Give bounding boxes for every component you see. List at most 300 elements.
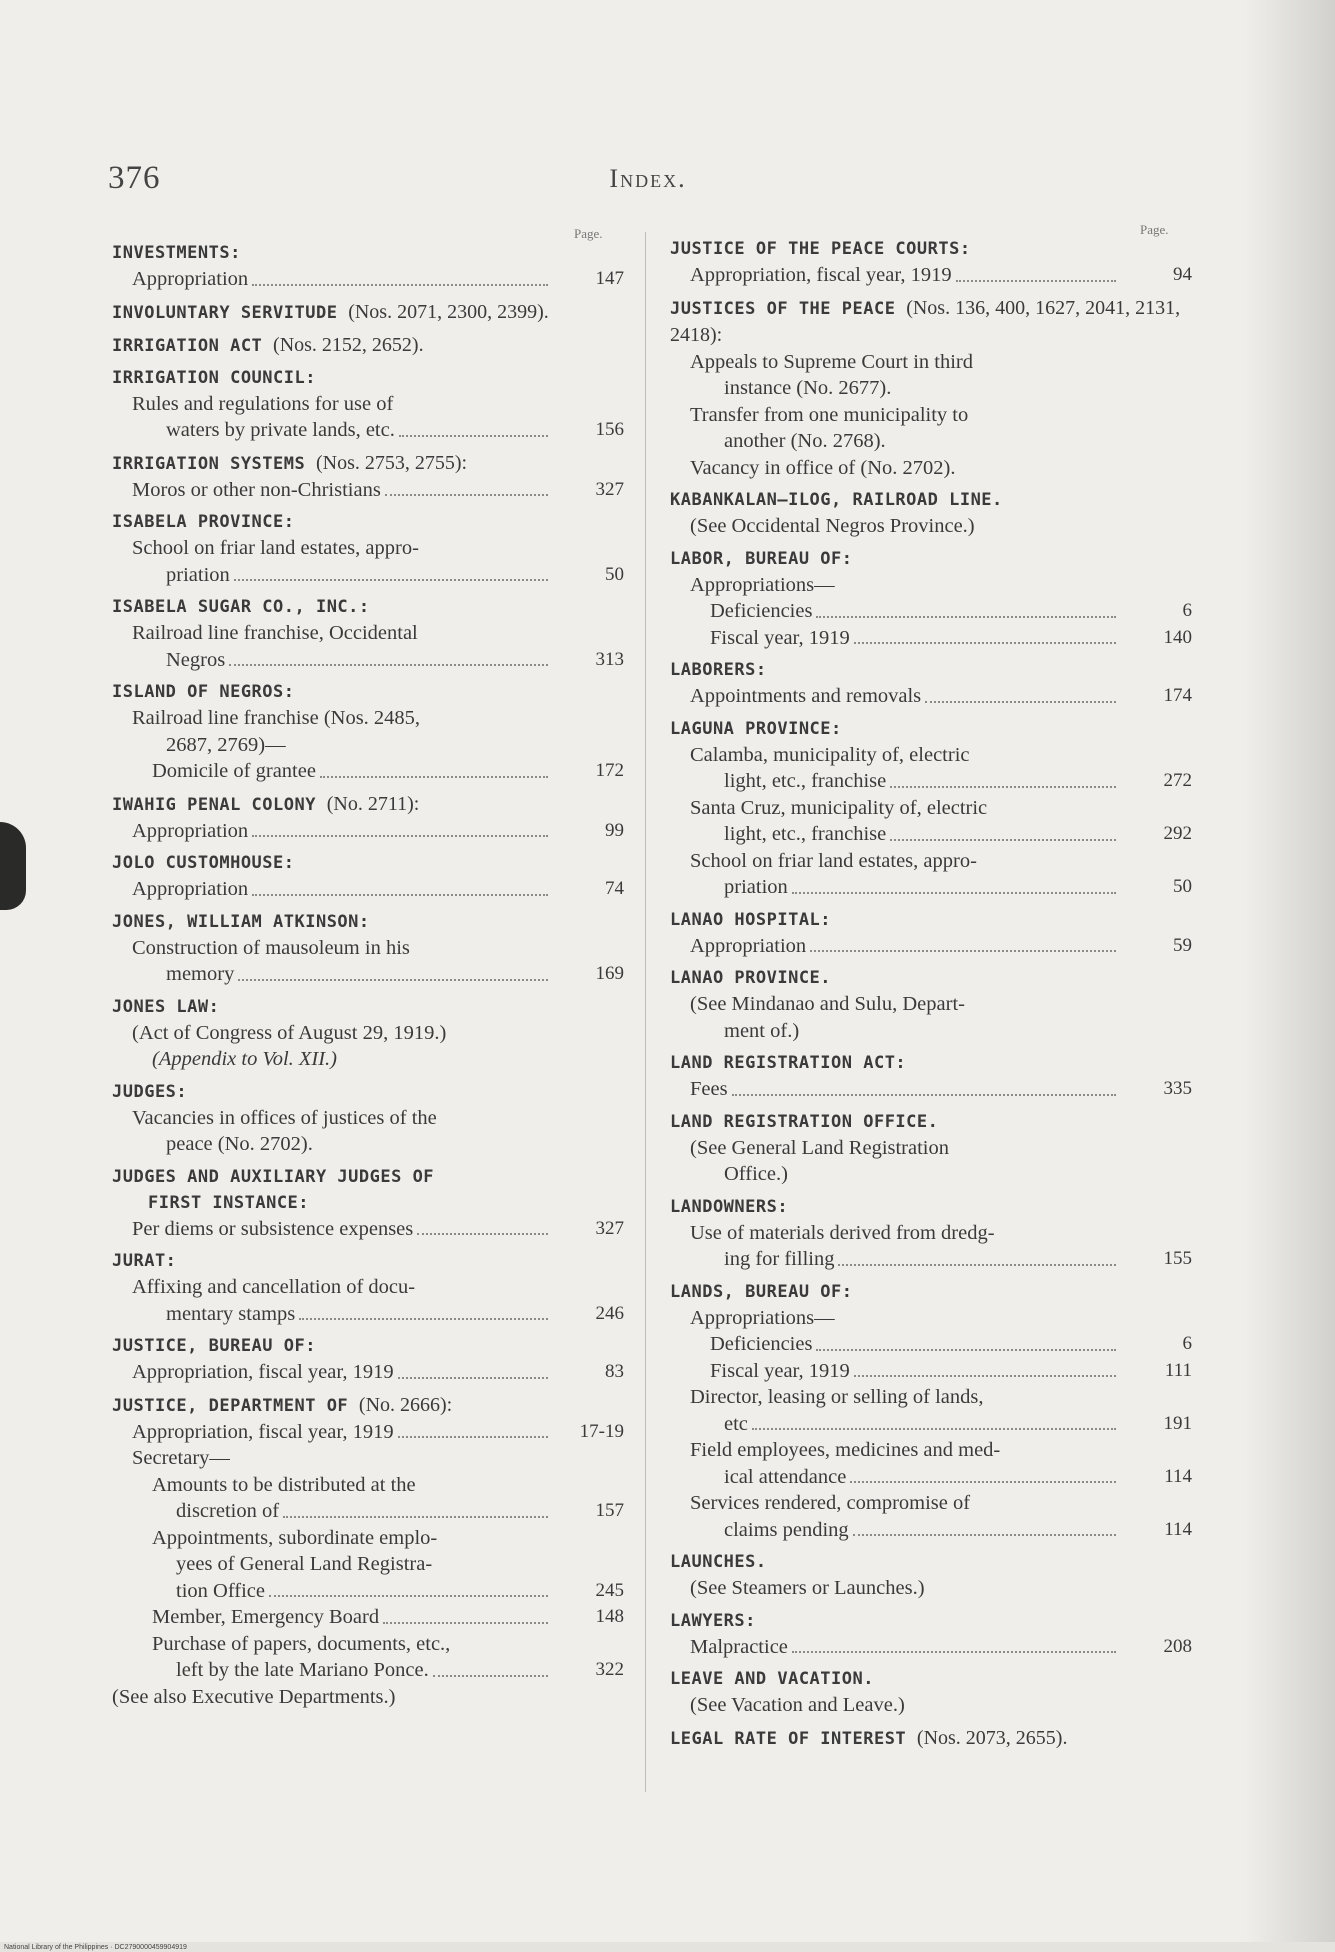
entry-heading-text: JUDGES: — [112, 1081, 188, 1102]
entry-heading — [670, 1279, 1192, 1305]
entry-line — [112, 1301, 624, 1328]
dot-leader — [816, 1349, 1116, 1351]
entry-line-text: Deficiencies — [710, 600, 813, 622]
page-reference: 99 — [605, 819, 624, 841]
entry-line — [112, 1684, 624, 1711]
dot-leader — [320, 776, 548, 778]
index-entry — [112, 299, 624, 326]
entry-heading-text: JUSTICES OF THE PEACE — [670, 298, 896, 319]
index-entry — [670, 295, 1192, 482]
dot-leader — [417, 1233, 548, 1235]
entry-heading-note: (Nos. 2073, 2655). — [916, 1726, 1068, 1749]
entry-heading — [670, 907, 1192, 933]
entry-line-text: ical attendance — [724, 1465, 847, 1488]
entry-heading — [112, 850, 624, 876]
entry-line-text: Affixing and cancellation of docu- — [132, 1276, 416, 1298]
entry-heading — [670, 1050, 1192, 1076]
entry-line — [112, 1131, 624, 1158]
index-entry — [112, 509, 624, 588]
entry-line — [670, 1076, 1192, 1103]
column-divider — [645, 232, 646, 1792]
page-reference: 111 — [1164, 1359, 1192, 1381]
entry-heading — [670, 295, 1192, 349]
entry-heading — [112, 1079, 624, 1105]
entry-line — [670, 821, 1192, 848]
entry-line — [670, 991, 1192, 1018]
dot-leader — [269, 1595, 548, 1597]
entry-line — [112, 477, 624, 504]
entry-line — [670, 428, 1192, 455]
entry-heading-text: LEGAL RATE OF INTEREST — [670, 1728, 907, 1749]
entry-heading — [112, 450, 624, 477]
entry-line — [112, 961, 624, 988]
entry-line — [670, 455, 1192, 482]
entry-heading-note: (Nos. 2152, 2652). — [273, 333, 424, 356]
entry-heading — [670, 487, 1192, 513]
entry-line — [112, 1445, 624, 1472]
dot-leader — [854, 1375, 1116, 1377]
dot-leader — [299, 1318, 548, 1320]
page-reference: 50 — [605, 563, 624, 585]
index-entry — [112, 850, 624, 903]
page-reference: 335 — [1163, 1078, 1192, 1099]
entry-line-text: Secretary— — [132, 1447, 230, 1469]
entry-line — [670, 1358, 1192, 1385]
index-entry — [112, 450, 624, 504]
entry-heading — [670, 1549, 1192, 1575]
page-reference: 272 — [1163, 770, 1192, 791]
index-entry — [670, 1279, 1192, 1544]
dot-leader — [732, 1094, 1116, 1096]
entry-line — [112, 1359, 624, 1386]
entry-heading — [112, 240, 624, 266]
binding-mark — [0, 822, 26, 910]
entry-line — [112, 1657, 624, 1684]
entry-line — [670, 1246, 1192, 1273]
entry-heading — [112, 679, 624, 705]
entry-heading-text: JUDGES AND AUXILIARY JUDGES OF — [112, 1166, 435, 1187]
entry-line-text: Director, leasing or selling of lands, — [690, 1386, 984, 1408]
entry-heading — [670, 1194, 1192, 1220]
entry-heading-text: ISLAND OF NEGROS: — [112, 682, 295, 702]
index-entry — [670, 1194, 1192, 1273]
entry-line-text: discretion of — [176, 1500, 280, 1522]
entry-heading-text: IRRIGATION SYSTEMS — [112, 453, 306, 474]
page-header — [108, 160, 1188, 210]
entry-heading-note: (Nos. 2071, 2300, 2399). — [348, 300, 549, 323]
entry-line-text: peace (No. 2702). — [166, 1133, 313, 1155]
dot-leader — [854, 642, 1116, 644]
dot-leader — [383, 1622, 548, 1624]
index-entry — [112, 994, 624, 1073]
entry-line-text: light, etc., franchise — [724, 823, 887, 845]
page-reference: 94 — [1173, 264, 1192, 285]
page-edge-shadow — [1245, 0, 1335, 1952]
entry-line-text: Appropriation — [132, 819, 249, 842]
dot-leader — [229, 664, 548, 666]
entry-line-text: ment of.) — [724, 1019, 800, 1042]
index-column-left — [112, 240, 624, 1716]
entry-line — [112, 535, 624, 562]
entry-line-text: School on friar land estates, appro- — [690, 849, 977, 872]
index-entry — [670, 236, 1192, 289]
entry-line — [112, 1020, 624, 1047]
entry-line — [670, 402, 1192, 429]
page-reference: 140 — [1163, 626, 1192, 648]
entry-line — [670, 349, 1192, 376]
index-entry — [112, 594, 624, 673]
page-reference: 156 — [595, 419, 624, 440]
index-entry — [670, 1608, 1192, 1661]
page-reference: 147 — [595, 268, 624, 289]
entry-line-text: Appointments and removals — [690, 685, 922, 707]
entry-line — [670, 1135, 1192, 1162]
entry-heading-continued: FIRST INSTANCE: — [148, 1192, 310, 1213]
entry-line — [670, 1161, 1192, 1188]
page-reference: 114 — [1164, 1518, 1192, 1540]
entry-line — [112, 1419, 624, 1446]
entry-line — [670, 1692, 1192, 1719]
entry-line — [670, 1220, 1192, 1247]
entry-line — [112, 620, 624, 647]
page-reference: 17-19 — [579, 1420, 624, 1442]
entry-heading — [112, 909, 624, 935]
entry-heading-text: IRRIGATION COUNCIL: — [112, 367, 316, 388]
dot-leader — [816, 616, 1116, 618]
entry-line-text: (Appendix to Vol. XII.) — [152, 1048, 338, 1070]
entry-line — [670, 1464, 1192, 1491]
entry-line-text: Per diems or subsistence expenses — [132, 1217, 414, 1240]
entry-heading-text: JOLO CUSTOMHOUSE: — [112, 853, 295, 873]
entry-line-text: ing for filling — [724, 1248, 835, 1270]
entry-heading — [670, 1725, 1192, 1752]
index-entry — [112, 1164, 624, 1243]
page-reference: 59 — [1173, 934, 1192, 956]
entry-line — [112, 1551, 624, 1578]
entry-line-text: tion Office — [176, 1579, 265, 1602]
entry-line-text: (See Vacation and Leave.) — [690, 1694, 905, 1716]
entry-line-text: Field employees, medicines and med- — [690, 1439, 1001, 1461]
entry-line-text: (See also Executive Departments.) — [112, 1685, 396, 1708]
dot-leader — [890, 839, 1116, 841]
entry-line — [670, 683, 1192, 710]
entry-line — [112, 1604, 624, 1631]
entry-heading-text: JURAT: — [112, 1251, 177, 1271]
entry-heading-text: ISABELA SUGAR CO., INC.: — [112, 597, 370, 617]
entry-line-text: Santa Cruz, municipality of, electric — [690, 796, 988, 819]
entry-heading-text: JONES LAW: — [112, 996, 220, 1017]
entry-line — [670, 1411, 1192, 1438]
index-entry — [112, 240, 624, 293]
entry-heading — [670, 657, 1192, 683]
entry-line-text: instance (No. 2677). — [724, 377, 892, 399]
index-entry — [670, 657, 1192, 710]
entry-line-text: Appropriation, fiscal year, 1919 — [132, 1361, 394, 1383]
entry-heading-text: LAWYERS: — [670, 1610, 756, 1631]
entry-line-text: Appropriations— — [690, 573, 835, 596]
entry-line-text: Appropriation, fiscal year, 1919 — [132, 1420, 394, 1443]
entry-line-text: Appropriation, fiscal year, 1919 — [690, 264, 952, 286]
entry-line-text: left by the late Mariano Ponce. — [176, 1659, 429, 1681]
entry-line-text: Services rendered, compromise of — [690, 1492, 971, 1514]
index-entry — [112, 332, 624, 359]
entry-heading — [670, 1666, 1192, 1692]
page-reference: 322 — [595, 1659, 624, 1680]
entry-heading — [112, 994, 624, 1020]
entry-line-text: (Act of Congress of August 29, 1919.) — [132, 1021, 447, 1044]
entry-line — [112, 1046, 624, 1073]
entry-line — [670, 1437, 1192, 1464]
entry-line — [670, 262, 1192, 289]
index-entry — [112, 365, 624, 444]
page-reference: 292 — [1163, 823, 1192, 844]
entry-line-text: mentary stamps — [166, 1302, 296, 1325]
entry-line — [670, 572, 1192, 599]
entry-heading — [670, 965, 1192, 991]
page-reference: 172 — [595, 760, 624, 781]
entry-line — [670, 795, 1192, 822]
page-reference: 6 — [1182, 1333, 1192, 1354]
entry-line-text: Vacancy in office of (No. 2702). — [690, 456, 956, 479]
dot-leader — [956, 280, 1116, 282]
entry-line-text: (See General Land Registration — [690, 1136, 950, 1159]
page-reference: 74 — [605, 878, 624, 899]
entry-line — [112, 876, 624, 903]
entry-heading — [112, 1392, 624, 1419]
entry-line — [112, 732, 624, 759]
entry-heading — [112, 791, 624, 818]
entry-line — [112, 935, 624, 962]
entry-line-text: Appropriation — [132, 268, 249, 290]
entry-line-text: Use of materials derived from dredg- — [690, 1221, 995, 1244]
entry-line-text: Negros — [166, 648, 226, 671]
page-title: Index. — [609, 164, 687, 193]
entry-line-text: Amounts to be distributed at the — [152, 1473, 416, 1496]
page-reference: 208 — [1163, 1635, 1192, 1657]
entry-line-text: Domicile of grantee — [152, 760, 316, 782]
dot-leader — [752, 1428, 1116, 1430]
page-number: 376 — [108, 160, 161, 196]
entry-line — [670, 1490, 1192, 1517]
entry-heading-text: LAUNCHES. — [670, 1552, 767, 1572]
entry-line — [112, 818, 624, 845]
entry-line-text: Fiscal year, 1919 — [710, 1359, 850, 1382]
entry-heading — [112, 332, 624, 359]
dot-leader — [925, 701, 1116, 703]
entry-line-text: yees of General Land Registra- — [176, 1553, 433, 1575]
entry-heading-text: INVOLUNTARY SERVITUDE — [112, 302, 338, 323]
entry-heading-text: INVESTMENTS: — [112, 243, 241, 263]
entry-line-text: claims pending — [724, 1518, 849, 1541]
dot-leader — [433, 1675, 548, 1677]
entry-line-text: Fiscal year, 1919 — [710, 626, 850, 649]
entry-line-text: Moros or other non-Christians — [132, 478, 381, 501]
page-reference: 83 — [605, 1361, 624, 1382]
page-reference: 50 — [1173, 876, 1192, 897]
entry-line-text: priation — [724, 876, 788, 898]
page-reference: 6 — [1182, 600, 1192, 621]
footer-strip — [0, 1942, 1335, 1952]
entry-heading-text: IRRIGATION ACT — [112, 335, 263, 356]
entry-heading-text: LANDS, BUREAU OF: — [670, 1281, 853, 1302]
entry-line-text: Appropriation — [690, 934, 807, 957]
page-reference: 174 — [1163, 685, 1192, 706]
entry-heading — [112, 365, 624, 391]
dot-leader — [850, 1481, 1116, 1483]
entry-line-text: memory — [166, 963, 235, 985]
entry-line — [670, 625, 1192, 652]
dot-leader — [810, 950, 1116, 952]
dot-leader — [252, 894, 548, 896]
dot-leader — [838, 1264, 1116, 1266]
page-reference: 327 — [595, 1217, 624, 1239]
page-reference: 157 — [595, 1500, 624, 1521]
entry-line — [112, 266, 624, 293]
entry-line — [670, 1305, 1192, 1332]
entry-line-text: (See Occidental Negros Province.) — [690, 515, 975, 537]
entry-heading — [112, 1333, 624, 1359]
entry-line-text: Appropriations— — [690, 1306, 835, 1329]
entry-heading-text: LABORERS: — [670, 660, 767, 680]
entry-heading-note: (No. 2666): — [358, 1393, 453, 1416]
entry-line — [670, 513, 1192, 540]
index-entry — [670, 546, 1192, 652]
entry-heading-text: JUSTICE OF THE PEACE COURTS: — [670, 239, 971, 259]
entry-line-text: Vacancies in offices of justices of the — [132, 1106, 437, 1129]
entry-line — [112, 562, 624, 589]
entry-line-text: Construction of mausoleum in his — [132, 936, 410, 959]
index-entry — [670, 907, 1192, 960]
entry-line-text: Member, Emergency Board — [152, 1606, 380, 1628]
dot-leader — [399, 435, 548, 437]
entry-heading-text: KABANKALAN–ILOG, RAILROAD LINE. — [670, 490, 1003, 510]
dot-leader — [890, 786, 1116, 788]
entry-line — [670, 742, 1192, 769]
entry-line-text: Railroad line franchise, Occidental — [132, 622, 418, 644]
page-reference: 245 — [595, 1579, 624, 1601]
entry-line — [670, 1384, 1192, 1411]
entry-heading-note: (No. 2711): — [326, 792, 420, 815]
dot-leader — [792, 892, 1116, 894]
index-entry — [112, 1392, 624, 1711]
entry-line — [670, 848, 1192, 875]
entry-heading — [670, 1608, 1192, 1634]
dot-leader — [252, 835, 548, 837]
entry-line-text: Deficiencies — [710, 1333, 813, 1355]
entry-line — [112, 1472, 624, 1499]
entry-line — [112, 647, 624, 674]
entry-heading — [112, 594, 624, 620]
entry-heading — [670, 546, 1192, 572]
entry-heading — [112, 299, 624, 326]
index-entry — [670, 487, 1192, 540]
entry-line-text: Railroad line franchise (Nos. 2485, — [132, 707, 421, 729]
entry-heading — [670, 236, 1192, 262]
entry-line-text: Malpractice — [690, 1635, 788, 1658]
right-page-label: Page. — [1140, 222, 1169, 237]
dot-leader — [238, 979, 548, 981]
entry-heading-text: LAGUNA PROVINCE: — [670, 718, 842, 739]
index-entry — [112, 1248, 624, 1327]
index-entry — [670, 965, 1192, 1044]
entry-line — [670, 598, 1192, 625]
dot-leader — [792, 1651, 1116, 1653]
entry-line-text: Transfer from one municipality to — [690, 403, 969, 426]
entry-heading — [112, 1248, 624, 1274]
entry-line-text: Calamba, municipality of, electric — [690, 743, 970, 766]
entry-heading-text: ISABELA PROVINCE: — [112, 512, 295, 532]
dot-leader — [398, 1377, 548, 1379]
entry-line — [670, 1018, 1192, 1045]
entry-line-text: (See Steamers or Launches.) — [690, 1577, 925, 1599]
index-entry — [670, 716, 1192, 901]
entry-line — [112, 1525, 624, 1552]
entry-heading-text: LANAO PROVINCE. — [670, 968, 832, 988]
entry-heading — [670, 716, 1192, 742]
entry-line — [112, 1274, 624, 1301]
page-reference: 155 — [1163, 1248, 1192, 1269]
entry-line — [670, 933, 1192, 960]
entry-heading-text: LABOR, BUREAU OF: — [670, 548, 853, 569]
dot-leader — [252, 284, 548, 286]
entry-line — [670, 375, 1192, 402]
entry-heading-note: (Nos. 2753, 2755): — [315, 451, 468, 474]
index-entry — [112, 791, 624, 845]
index-entry — [670, 1549, 1192, 1602]
entry-heading-text: LAND REGISTRATION ACT: — [670, 1053, 907, 1073]
entry-line-text: Appointments, subordinate emplo- — [152, 1526, 438, 1549]
entry-line — [670, 768, 1192, 795]
index-entry — [112, 1333, 624, 1386]
page-reference: 148 — [595, 1606, 624, 1627]
entry-line-text: Fees — [690, 1078, 728, 1100]
dot-leader — [398, 1436, 548, 1438]
entry-line — [112, 417, 624, 444]
entry-line — [112, 1631, 624, 1658]
index-entry — [670, 1725, 1192, 1752]
entry-heading-text: IWAHIG PENAL COLONY — [112, 794, 316, 815]
page-reference: 313 — [595, 648, 624, 670]
index-entry — [670, 1109, 1192, 1188]
entry-heading-text: LEAVE AND VACATION. — [670, 1669, 874, 1689]
entry-heading-text: LANDOWNERS: — [670, 1196, 789, 1217]
index-column-right — [670, 236, 1192, 1758]
entry-heading — [670, 1109, 1192, 1135]
entry-line-text: Office.) — [724, 1163, 788, 1185]
dot-leader — [283, 1516, 548, 1518]
index-entry — [112, 1079, 624, 1158]
index-entry — [670, 1050, 1192, 1103]
entry-line-text: light, etc., franchise — [724, 770, 887, 792]
entry-line — [112, 1105, 624, 1132]
index-entry — [112, 679, 624, 785]
entry-heading-text: LAND REGISTRATION OFFICE. — [670, 1111, 939, 1132]
entry-heading-note: (Nos. 136, 400, 1627, 2041, 2131, 2418): — [670, 296, 1181, 346]
page-reference: 327 — [595, 478, 624, 500]
entry-line — [112, 1498, 624, 1525]
page-reference: 246 — [595, 1302, 624, 1324]
entry-heading — [112, 1164, 624, 1216]
entry-line — [670, 1575, 1192, 1602]
entry-line-text: (See Mindanao and Sulu, Depart- — [690, 993, 965, 1015]
entry-line — [112, 1216, 624, 1243]
page-reference: 191 — [1163, 1412, 1192, 1434]
entry-line-text: another (No. 2768). — [724, 430, 886, 452]
entry-line-text: Rules and regulations for use of — [132, 392, 394, 415]
entry-line — [112, 758, 624, 785]
entry-line — [670, 1331, 1192, 1358]
left-page-label: Page. — [574, 226, 603, 241]
